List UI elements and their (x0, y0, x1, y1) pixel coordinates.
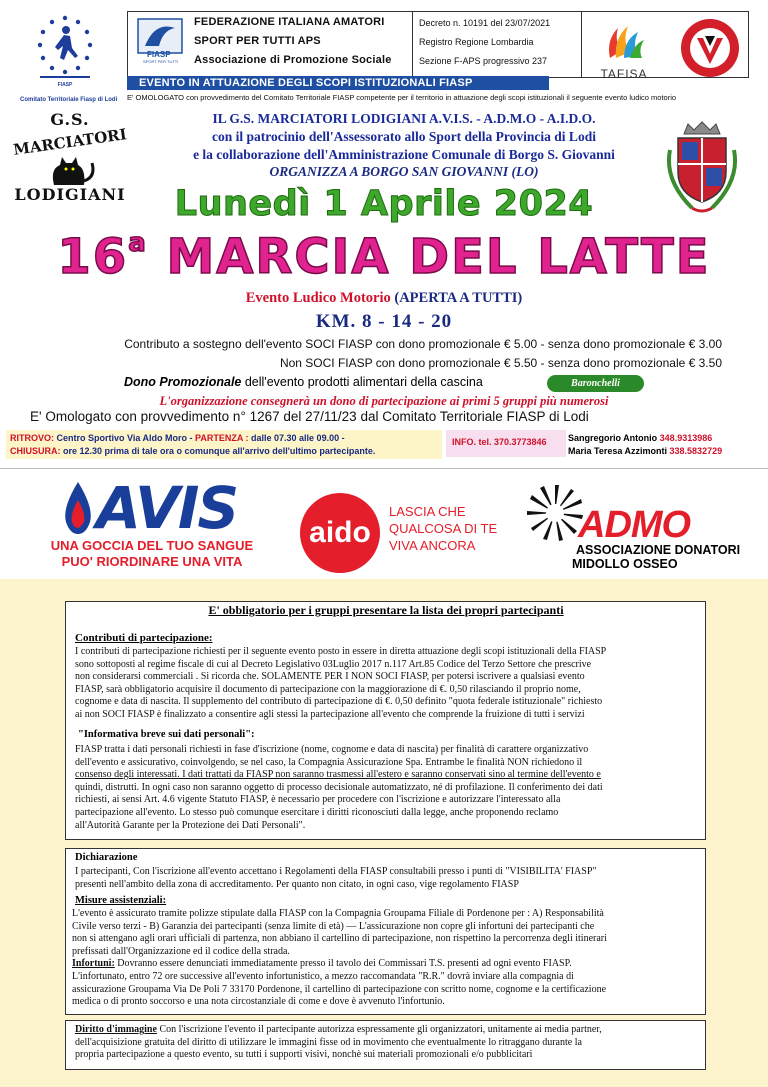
header-divider (412, 11, 413, 78)
contrib-text-line: non considerarsi commerciali . Si ricorda che. SOLAMENTE PER I NON SOCI FIASP, per potersi iscrivere a qualsiasi evento (75, 671, 585, 683)
federation-name: FEDERAZIONE ITALIANA AMATORI (194, 16, 385, 28)
dich-text-line: presenti nell'ambito della zona di accreditamento. Per quanto non citato, in ogni caso, vige regolamento FIASP (75, 878, 519, 890)
diritto-text-line: dell'acquisizione gratuita del diritto di utilizzare le immagini fisse od in movimento che eventualmente lo ritraggano durante la (75, 1036, 582, 1048)
svg-text:FIASP: FIASP (57, 82, 73, 88)
admo-tagline-2: MIDOLLO OSSEO (572, 557, 678, 571)
baronchelli-badge (547, 375, 644, 392)
info-phone: INFO. tel. 370.3773846 (452, 437, 547, 447)
aido-tagline-2: QUALCOSA DI TE (389, 521, 498, 536)
avis-tagline-2: PUO' RIORDINARE UNA VITA (61, 554, 243, 569)
event-date: Lunedì 1 Aprile 2024 (174, 184, 594, 224)
federation-type: Associazione di Promozione Sociale (194, 54, 392, 66)
sunburst-icon (526, 484, 584, 542)
dich-text-line: I partecipanti, Con l'iscrizione all'evento accettano i Regolamenti della FIASP consultabili presso i punti di "VISIBILITA' FIASP" (75, 866, 597, 877)
ritrovo-text: Centro Sportivo Via Aldo Moro - (56, 433, 196, 443)
org-logo-gs: G.S. (50, 110, 90, 129)
omologato-line: E' Omologato con provvedimento n° 1267 del 27/11/23 dal Comitato Territoriale FIASP di Lodi (30, 409, 589, 424)
rules-heading: E' obbligatorio per i gruppi presentare la lista dei propri partecipanti (208, 603, 564, 617)
partenza-label: PARTENZA : (195, 433, 252, 443)
organizer-line-4: ORGANIZZA A BORGO SAN GIOVANNI (LO) (269, 164, 539, 179)
decree-registry: Registro Regione Lombardia (419, 37, 534, 47)
info-text-line: FIASP tratta i dati personali richiesti in fase d'iscrizione (nome, cognome e data di nascita) per finalità di carattere organizzativo (75, 744, 589, 755)
ritrovo-line (10, 433, 345, 443)
header-divider (581, 11, 582, 78)
admo-logo (526, 484, 766, 574)
event-subtitle (0, 290, 768, 307)
dich-text (75, 866, 703, 891)
contrib-soci: Contributo a sostegno dell'evento SOCI FIASP con dono promozionale € 5.00 - senza dono promozionale € 3.00 (124, 337, 722, 351)
aido-tagline-1: LASCIA CHE (389, 504, 466, 519)
omologato-top: E' OMOLOGATO con provvedimento del Comitato Territoriale FIASP competente per il territorio in attuazione degli scopi istituzionali il seguente evento ludico motorio (127, 93, 677, 102)
infortuni-line (72, 958, 704, 971)
info-box (446, 430, 566, 457)
contrib-text-line: I contributi di partecipazione richiesti per il seguente evento posto in essere in diretta attuazione degli scopi istituzionali della FIASP (75, 646, 607, 657)
baronchelli-text: Baronchelli (571, 378, 620, 389)
organizer-line-3: e la collaborazione dell'Amministrazione Comunale di Borgo S. Giovanni (193, 147, 615, 162)
info-text (75, 744, 703, 832)
ritrovo-label: RITROVO: (10, 433, 57, 443)
chiusura-line (10, 446, 375, 456)
aido-wordmark: aido (309, 516, 371, 549)
partenza-text: dalle 07.30 alle 09.00 - (251, 433, 345, 443)
contrib-text-line: FIASP, sarà obbligatorio acquisire il documento di partecipazione con la maggiorazione di €. 0,50 rilasciando il proprio nome, (75, 683, 581, 695)
contact-1-phone: 348.9313986 (659, 433, 713, 443)
infortuni-text-line: L'infortunato, entro 72 ore successive all'evento infortunistico, a mezzo raccomandata "R.R." dovrà inviare alla compagnia di (72, 970, 574, 982)
contact-2 (568, 446, 722, 456)
contact-2-name: Maria Teresa Azzimonti (568, 446, 670, 456)
infortuni-label: Infortuni: (72, 958, 115, 970)
event-title (0, 228, 768, 285)
contrib-text-line: cognome e data di nascita. Il supplemento del contributo di partecipazione di €. 0,50 definito "quota federale istituzionale" richiesto (75, 696, 603, 708)
infortuni-text-line: medica o di pronto soccorso e una nota circostanziale di come e dove è avvenuto l'infortunio. (72, 996, 445, 1008)
chiusura-text: ore 12.30 prima di tale ora o comunque all'arrivo dell'ultimo partecipante. (63, 446, 376, 456)
organizer-line-1: IL G.S. MARCIATORI LODIGIANI A.V.I.S. - A.D.M.O - A.I.D.O. (212, 111, 596, 126)
event-subtitle-red: Evento Ludico Motorio (245, 290, 395, 306)
tafisa-label: TAFISA (600, 67, 648, 81)
diritto-line (75, 1024, 703, 1037)
tafisa-logo (592, 20, 656, 80)
aido-tagline-3: VIVA ANCORA (389, 538, 476, 553)
event-bar: EVENTO IN ATTUAZIONE DEGLI SCOPI ISTITUZIONALI FIASP (127, 76, 549, 90)
aido-tagline (389, 503, 497, 554)
contact-1-name: Sangregorio Antonio (568, 433, 660, 443)
dich-title: Dichiarazione (75, 852, 138, 863)
aido-logo (300, 493, 380, 573)
contrib-text (75, 646, 703, 722)
federation-subtitle: SPORT PER TUTTI APS (194, 35, 321, 47)
misure-title: Misure assistenziali: (75, 895, 167, 906)
avis-tagline-1: UNA GOCCIA DEL TUO SANGUE (50, 538, 254, 553)
avis-logo (60, 474, 270, 542)
comitato-label: Comitato Territoriale Fiasp di Lodi (20, 97, 118, 103)
misure-text-line: non si attengano agli orari ufficiali di partenza, non abbiano il cartellino di partecipazione, non rispettino la percorrenza degli itinerari (72, 933, 607, 945)
blood-drop-icon (60, 480, 96, 536)
diritto-text (75, 1024, 703, 1062)
dono-label: Dono Promozionale (124, 375, 242, 389)
diritto-label: Diritto d'immagine (75, 1024, 157, 1035)
dono-text: dell'evento prodotti alimentari della cascina (241, 375, 483, 389)
chiusura-label: CHIUSURA: (10, 446, 63, 456)
org-logo-lodigiani: LODIGIANI (14, 185, 126, 204)
comitato-logo (20, 10, 118, 105)
infortuni-text-line: assicurazione Groupama Via De Poli 7 33170 Pordenone, il cartellino di partecipazione con scritto nome, cognome e la certificazione (72, 983, 607, 995)
contrib-text-line: ai non SOCI FIASP è finalizzato a consentire agli stessi la partecipazione all'evento che comprende la fruizione di tutti i servizi (75, 708, 585, 720)
contrib-text-line: sono sottoposti al regime fiscale di cui al Decreto Legislativo 03Luglio 2017 n.117 Art.85 Codice del Terzo Settore che prescrive (75, 658, 592, 670)
admo-wordmark: ADMO (578, 504, 691, 546)
diritto-text-line: propria partecipazione a questo evento, su tutti i supporti visivi, nonchè sui materiali promozionali e/o pubblicitari (75, 1049, 533, 1061)
divider (0, 468, 768, 469)
fiasp-logo-text: FIASP (147, 50, 171, 59)
diritto-text-line: Con l'iscrizione l'evento il partecipante autorizza espressamente gli organizzatori, unitamente ai media partner, (156, 1024, 602, 1035)
organizer-line-2: con il patrocinio dell'Assessorato allo Sport della Provincia di Lodi (212, 129, 596, 144)
decree-number: Decreto n. 10191 del 23/07/2021 (419, 18, 551, 28)
contrib-title: Contributi di partecipazione: (75, 632, 213, 644)
dono-line (124, 375, 483, 389)
runner-stars-icon (20, 10, 110, 90)
event-number: 16 (57, 229, 129, 285)
volkssport-logo (675, 16, 745, 80)
fiasp-logo-sub: SPORT PER TUTTI (143, 59, 179, 64)
avis-wordmark: AVIS (96, 474, 238, 542)
admo-tagline-1: ASSOCIAZIONE DONATORI (576, 543, 741, 557)
info-text-line: dell'evento e assicurativo, coinvolgendo, se nel caso, la Compagnia Assicurazione Spa. Entrambe le finalità NON richiedono il (75, 756, 583, 768)
tafisa-flame-icon (592, 20, 656, 62)
info-text-line: partecipazione all'evento. Lo stesso può comunque esercitare i diritti riconosciuti dalla legge, anche proponendo reclamo (75, 806, 559, 818)
event-number-sup: a (128, 228, 148, 258)
info-text-line: all'Autorità Garante per la Protezione dei Dati Personali". (75, 819, 306, 831)
event-km: KM. 8 - 14 - 20 (315, 311, 453, 332)
infortuni-text-line: Dovranno essere denunciati immediatamente presso il tavolo dei Commissari T.S. presenti ad ogni evento FIASP. (114, 958, 572, 970)
org-logo-marciatori: MARCIATORI (12, 125, 128, 159)
volkssport-badge-icon (675, 16, 745, 80)
info-text-line: consenso degli interessati. I dati trattati da FIASP non saranno trasmessi all'estero e saranno conservati sino al termine dell'evento e (75, 769, 601, 781)
decree-section: Sezione F-APS progressivo 237 (419, 56, 548, 66)
fiasp-logo (135, 16, 185, 64)
misure-text-line: prefissati dall'Organizzazione ed il codice della strada. (72, 945, 290, 957)
event-subtitle-dark: (APERTA A TUTTI) (394, 290, 523, 306)
info-text-line: richiesti, ai sensi Art. 4.6 vigente Statuto FIASP, è necessario per procedere con l'iscrizione e autorizzare l'interessato alla (75, 794, 561, 806)
misure-text-line: Civile verso terzi - B) Garanzia dei partecipanti (senza limite di età) — L'assicurazione non copre gli infortuni dei partecipanti che (72, 920, 595, 932)
contact-1 (568, 433, 712, 443)
info-text-line: quindi, distrutti. In ogni caso non saranno oggetto di processo decisionale automatizzato, né di profilazione. Il conferimento dei dati (75, 781, 603, 793)
org-red-note: L'organizzazione consegnerà un dono di partecipazione ai primi 5 gruppi più numerosi (159, 394, 609, 408)
misure-text-line: L'evento è assicurato tramite polizze stipulate dalla FIASP con la Compagnia Groupama Filiale di Pordenone per : A) Responsabilità (72, 908, 604, 919)
event-title-text: MARCIA DEL LATTE (166, 229, 711, 285)
info-title: "Informativa breve sui dati personali": (78, 729, 255, 740)
contact-2-phone: 338.5832729 (669, 446, 723, 456)
contrib-non-soci: Non SOCI FIASP con dono promozionale € 5.50 - senza dono promozionale € 3.50 (279, 356, 722, 370)
misure-text (72, 908, 704, 1009)
